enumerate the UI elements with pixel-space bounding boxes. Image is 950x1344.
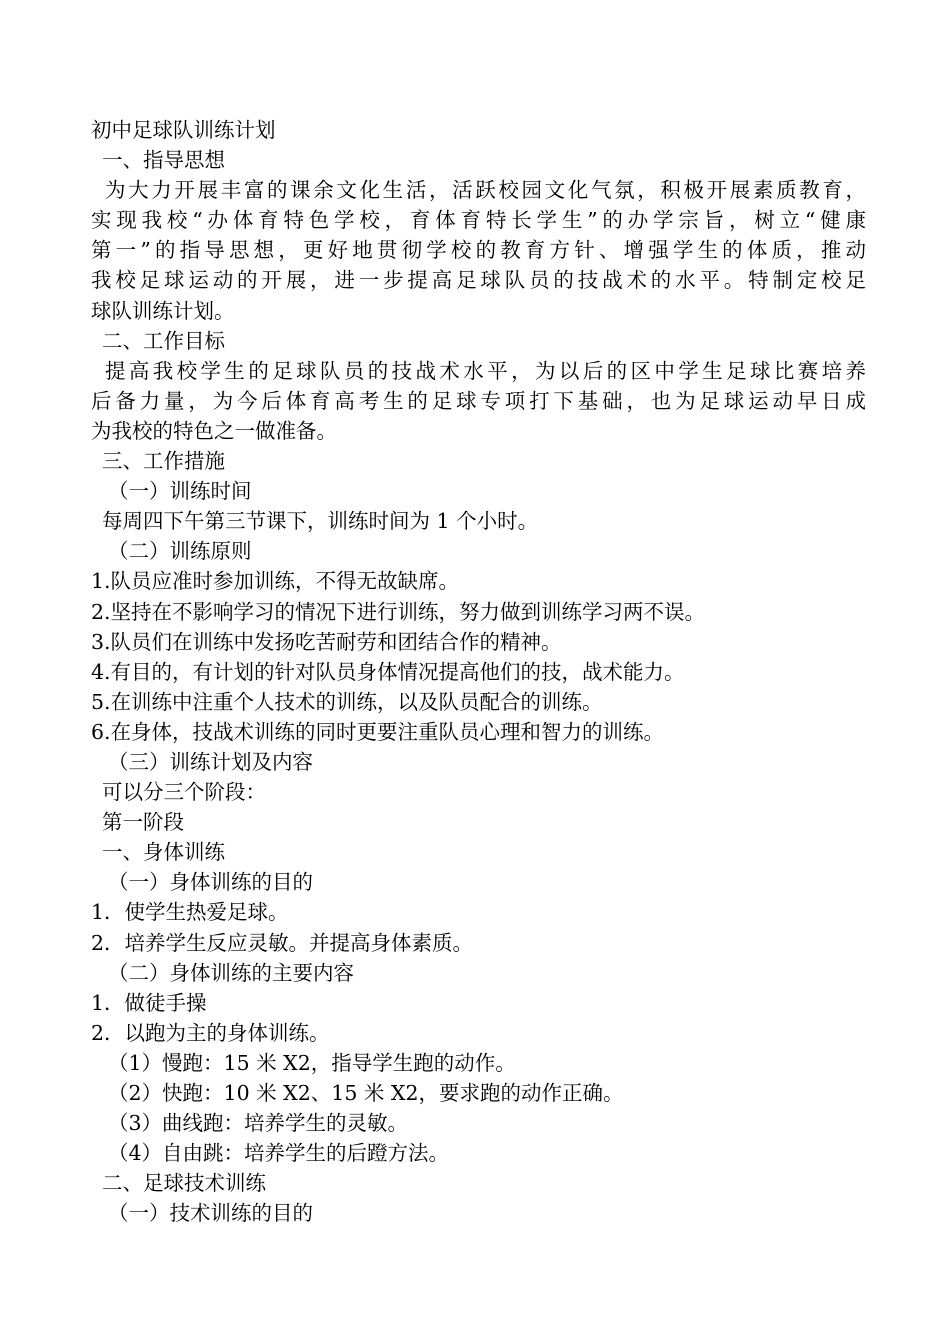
stage-heading: 第一阶段 xyxy=(102,810,184,835)
run-item: （4）自由跳：培养学生的后蹬方法。 xyxy=(108,1141,450,1166)
principle-item: 3.队员们在训练中发扬吃苦耐劳和团结合作的精神。 xyxy=(91,629,562,654)
principle-item: 1.队员应准时参加训练，不得无故缺席。 xyxy=(91,569,460,594)
paragraph-line: 为我校的特色之一做准备。 xyxy=(91,418,337,443)
subsection-heading-training-plan: （三）训练计划及内容 xyxy=(108,749,313,774)
run-item: （3）曲线跑：培养学生的灵敏。 xyxy=(108,1111,409,1136)
section-heading-technical-training: 二、足球技术训练 xyxy=(102,1171,266,1196)
subsection-heading-physical-content: （二）身体训练的主要内容 xyxy=(108,960,354,985)
section-heading-physical-training: 一、身体训练 xyxy=(102,840,225,865)
paragraph-line: 提高我校学生的足球队员的技战术水平，为以后的区中学生足球比赛培养 xyxy=(105,358,866,383)
paragraph-line: 实现我校“办体育特色学校，育体育特长学生”的办学宗旨，树立“健康 xyxy=(91,208,866,233)
document-body xyxy=(91,115,866,1228)
paragraph-line: 我校足球运动的开展，进一步提高足球队员的技战术的水平。特制定校足 xyxy=(91,268,866,293)
subsection-heading-technical-purpose: （一）技术训练的目的 xyxy=(108,1201,313,1226)
subsection-heading-physical-purpose: （一）身体训练的目的 xyxy=(108,870,313,895)
section-heading-guiding-ideology: 一、指导思想 xyxy=(102,148,225,173)
run-item: （1）慢跑：15 米 X2，指导学生跑的动作。 xyxy=(108,1050,516,1075)
principle-item: 2.坚持在不影响学习的情况下进行训练，努力做到训练学习两不误。 xyxy=(91,599,706,624)
list-item: 1．使学生热爱足球。 xyxy=(91,900,289,925)
list-item: 2．以跑为主的身体训练。 xyxy=(91,1020,330,1045)
paragraph-line: 后备力量，为今后体育高考生的足球专项打下基础，也为足球运动早日成 xyxy=(91,388,866,413)
stages-intro: 可以分三个阶段： xyxy=(102,780,266,805)
run-item: （2）快跑：10 米 X2、15 米 X2，要求跑的动作正确。 xyxy=(108,1081,624,1105)
paragraph-line: 为大力开展丰富的课余文化生活，活跃校园文化气氛，积极开展素质教育， xyxy=(105,178,866,203)
subsection-heading-training-time: （一）训练时间 xyxy=(108,479,252,504)
section-heading-work-goals: 二、工作目标 xyxy=(102,328,225,353)
section-heading-work-measures: 三、工作措施 xyxy=(102,449,225,474)
list-item: 1．做徒手操 xyxy=(91,990,207,1015)
paragraph-line: 第一”的指导思想，更好地贯彻学校的教育方针、增强学生的体质，推动 xyxy=(91,238,866,263)
list-item: 2．培养学生反应灵敏。并提高身体素质。 xyxy=(91,930,474,955)
principle-item: 4.有目的，有计划的针对队员身体情况提高他们的技，战术能力。 xyxy=(91,659,685,684)
subsection-heading-training-principles: （二）训练原则 xyxy=(108,539,252,564)
paragraph-line: 球队训练计划。 xyxy=(91,298,235,323)
training-time-text: 每周四下午第三节课下，训练时间为 1 个小时。 xyxy=(102,509,539,534)
document-title: 初中足球队训练计划 xyxy=(91,118,276,142)
principle-item: 5.在训练中注重个人技术的训练，以及队员配合的训练。 xyxy=(91,689,603,714)
principle-item: 6.在身体，技战术训练的同时更要注重队员心理和智力的训练。 xyxy=(91,719,665,744)
